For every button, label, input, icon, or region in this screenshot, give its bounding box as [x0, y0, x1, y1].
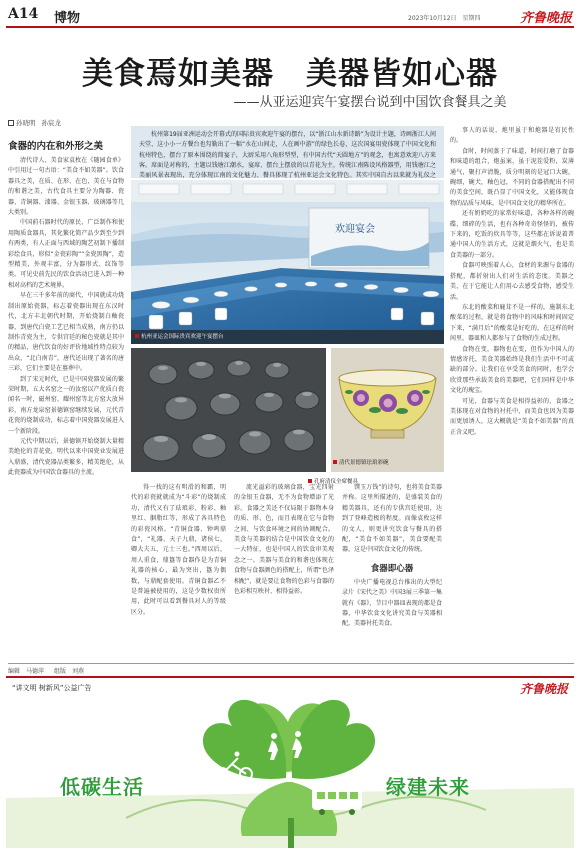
layout-name: 组版 刘燕 [53, 668, 84, 675]
ad-headline: “讲文明 树新风”公益广告 [12, 684, 92, 692]
banquet-photo [131, 180, 444, 344]
page-header [6, 4, 574, 28]
left-column [8, 138, 124, 658]
teapots-illustration [131, 348, 326, 472]
welcome-screen-text: 欢迎宴会 [335, 224, 375, 235]
byline-box-icon [8, 120, 14, 126]
bowl-photo [331, 348, 444, 472]
text-column [131, 483, 226, 653]
section-heading: 食器的内在和外形之美 [8, 141, 104, 152]
right-column [450, 126, 574, 656]
newspaper-logo: 齐鲁晚报 [519, 11, 572, 26]
paragraph: 早在三千多年前的商代，中国就成功烧制出原始瓷器，标志着瓷器出现在东汉时代，北方丰北朝代时期，开始烧制白釉瓷器，到唐代白瓷工艺已相当成熟，南方仍以制作青瓷为主，专供宫廷的秘色瓷就是其中的精品，唐代饮食的好评价地域性特点较为出众，“北白南青”，唐代还出现了著名的唐三彩，它们主要是在墓葬中。 [8, 292, 124, 373]
bowl-illustration [331, 348, 444, 472]
banquet-illustration [131, 180, 444, 344]
text-column [342, 483, 442, 653]
text-column [234, 483, 334, 653]
caption-marker-icon [333, 460, 337, 464]
teapots-photo [131, 348, 326, 472]
issue-date: 2023年10月12日 星期四 [408, 15, 481, 22]
ad-newspaper-logo: 齐鲁晚报 [519, 682, 568, 696]
paragraph: 中央广播电视总台推出的大型纪录片《宋代之美》中国3展三季第一集就有《器》，节目中器皿表现的都是食器，中华饮食文化讲究美食与美器相配，美器衬托美食。 [342, 578, 442, 628]
section-heading: 食器即心器 [370, 563, 414, 574]
ad-slogan-right: 绿建未来 [386, 775, 470, 799]
page-number: A14 [8, 6, 39, 22]
photo-caption: 清代景德镇珐琅彩碗 [333, 458, 389, 466]
caption-marker-icon [135, 334, 139, 338]
paragraph: 清代诗人、美食家袁枚在《随园食单》中引用过一句古语：“美食不如美器”。饮食器具之美，在质、在形、在色，美在与食物的和谐之美，古代食具主要分为陶器、瓷器、青铜器、漆器、金银玉器、玻璃器等几大类别。 [8, 157, 124, 217]
intro-box [131, 126, 444, 178]
article-subtitle: ——从亚运迎宾午宴摆台说到中国饮食餐具之美 [233, 95, 507, 110]
paragraph: 事人的话说，炮里虽于和炮器是宥民性的。 [450, 127, 574, 145]
intro-text: 杭州第19届亚洲运动会开幕式的国际贵宾欢迎午宴的摆台，以“浙江山水新诗路”为设计主题，诗画浙江人间天堂、这小小一方餐台也勾勒出了一幅“水在山间走，人在画中游”的绿色长卷，这次国宴用瓷体现了中国文化和杭州特色，摆台了原本围绕的简宴子，大厨采用八角形型型，有中国古代“天圆地方”的观念，也寓意欢迎八方来客。席面是对称的，主题以钱塘江潮水，宴席、摆台上摆放的以青花为主，传统江南陈设风格器型，用钱塘江之美丽风景表现出，充分体现江南的文化魅力、餐具体现了杭州亚运会文化特色。其实中国自古以来就为礼仪之 [139, 131, 436, 180]
paragraph: 食时，时间蒸于了味道，时间打磨了食器和味道的组合，炮虽案，虽于泥茬爱粉，炭薄通气，聚打声清脆，质分明刻的是冠口大碗，碗细，碗犬，釉色冠，不同的食器搭配出不同的美食空间，既凸显了中国文化，又能体现食物的品质与风味，是中国食文化的精华所在。 [450, 147, 574, 207]
paragraph: 馔玉万钱”的诗句，也将美食美器并称。这里所描述的，是盛装美食的精美器具，还有的专供宫廷使用，达到了登峰造极的程度。而像袁枚这样的文人，则更讲究饮食与餐具的搭配，“美食不如美器”，美食要配美器，这是中国饮食文化的传统。 [342, 484, 442, 554]
paragraph: 得一找的这有明滑的和霸，明代的彩瓷就就成为“斗彩”的烧制成功，清代又有了珐琅彩、粉彩、釉里红、胭脂红等，形成了各具特色的彩瓷风格。“青铜食器、钟鸣鼎食”，“礼器、天子九鼎，诸侯七，卿大夫五，元士三也。”西周以后，周人重食，鼎簋等食器作是为青铜礼器的核心，最为突出，簋为偶数，与鼎配套使用。青铜食器乙不是普遍被使用的，这是少数权贵所用，此时可以看到餐具对人的等级区分。 [131, 484, 226, 616]
photo-caption: 杭州亚运会国际贵宾欢迎午宴摆台 [135, 332, 224, 340]
paragraph: 到了宋元时代，已是中国瓷器发展的繁荣时期，五大名窑之一的汝窑以产优质白瓷闻名一时，磁州窑、耀州窑等北方窑大放异彩，南方龙泉窑景德镇窑继续发展，元代青花瓷的烧制成功，标志着中国瓷器发展进入一个新阶段。 [8, 375, 124, 435]
paragraph: 元代中期以后，景德镇开始烧制大量精美绝伦的青花瓷，明代以来中国瓷业发展进入鼎盛，清代瓷器品类繁多，精美绝伦，从此瓷器成为中国饮食器具的主流。 [8, 437, 124, 477]
paragraph: 可见，食器与美食是相得益彰的，食器之美体现在对食物的衬托中，而美食也因为美器而更加诱人，这大概就是“美食不如美器”的真正含义吧。 [450, 397, 574, 436]
editor-name: 编辑 马德萍 [8, 668, 45, 675]
paragraph: 流光溢彩的玻璃食器，宝光四射的金银玉食器，无不为食物增添了光彩。食器之美还不仅局限于器物本身的质、形、色，而且表现在它与食物之间、与饮食环境之间的协调配合。美食与美器的结合是中国饮食文化的一大特征，也是中国人的饮食审美观念之一。美器与美食的和谐也体现在食物与食器颜色的搭配上，所谓“色泽相配”，就是要让食物的色彩与食器的色彩相互映衬、相得益彰。 [234, 484, 334, 596]
paragraph: 还有奶奶吃的家常好味道，各种各样的碗碟，细碎的生活，也有各种奇奇怪怪的，被传下来的，吃饭的炊具等等，这些都在诉说着普通中国人的生活方式，这就是烟火气，也是美食美器的一部分。 [450, 210, 574, 259]
article-title: 美食焉如美器 美器皆如心器 [82, 56, 498, 92]
ad-slogan-left: 低碳生活 [60, 775, 144, 799]
author-name: 孙宸龙 [41, 119, 61, 127]
paragraph: 食器可映照着人心，食材的来源与食器的搭配，都折射出人们对生活的态度。美器之美，在于它能让人们用心去感受食物，感受生活。 [450, 262, 574, 301]
paragraph: 食物在变，器物也在变，但作为中国人的情感寄托，美食美器始终是我们生活中不可或缺的部分。让我们在享受美食的同时，也学会欣赏那些承载美食的美器吧，它们同样是中华文化的瑰宝。 [450, 345, 574, 395]
photo-caption: 孔府清仪全席餐具 [308, 477, 358, 485]
section-name: 博物 [54, 11, 81, 26]
public-service-ad [6, 676, 574, 848]
author-name: 孙晓明 [16, 119, 36, 127]
ad-clover-illustration [6, 678, 574, 848]
paragraph: 东北的酸菜和鹿茸不是一样的，施制东北酸菜的过程，就是将食物中的风味和时间固定下来，“满月后”的酸菜是好吃的，在这样的时间里，器皿和人都参与了食物的生成过程。 [450, 303, 574, 343]
editor-credits [8, 663, 574, 675]
paragraph: 中国前石器时代的原民，广泛制作和使用陶质食器具，其化繁化简产品少到至少到有两类，有人正面与西域的陶艺初制下播制彩绘食具，形似“金瓷彩陶”“金瓷黑陶”，造型精美，外观丰富，分为器形式、纹饰等类。可见史前先民的饮食活动已进入到一种相对高档的艺术境界。 [8, 219, 124, 289]
byline [8, 118, 67, 127]
